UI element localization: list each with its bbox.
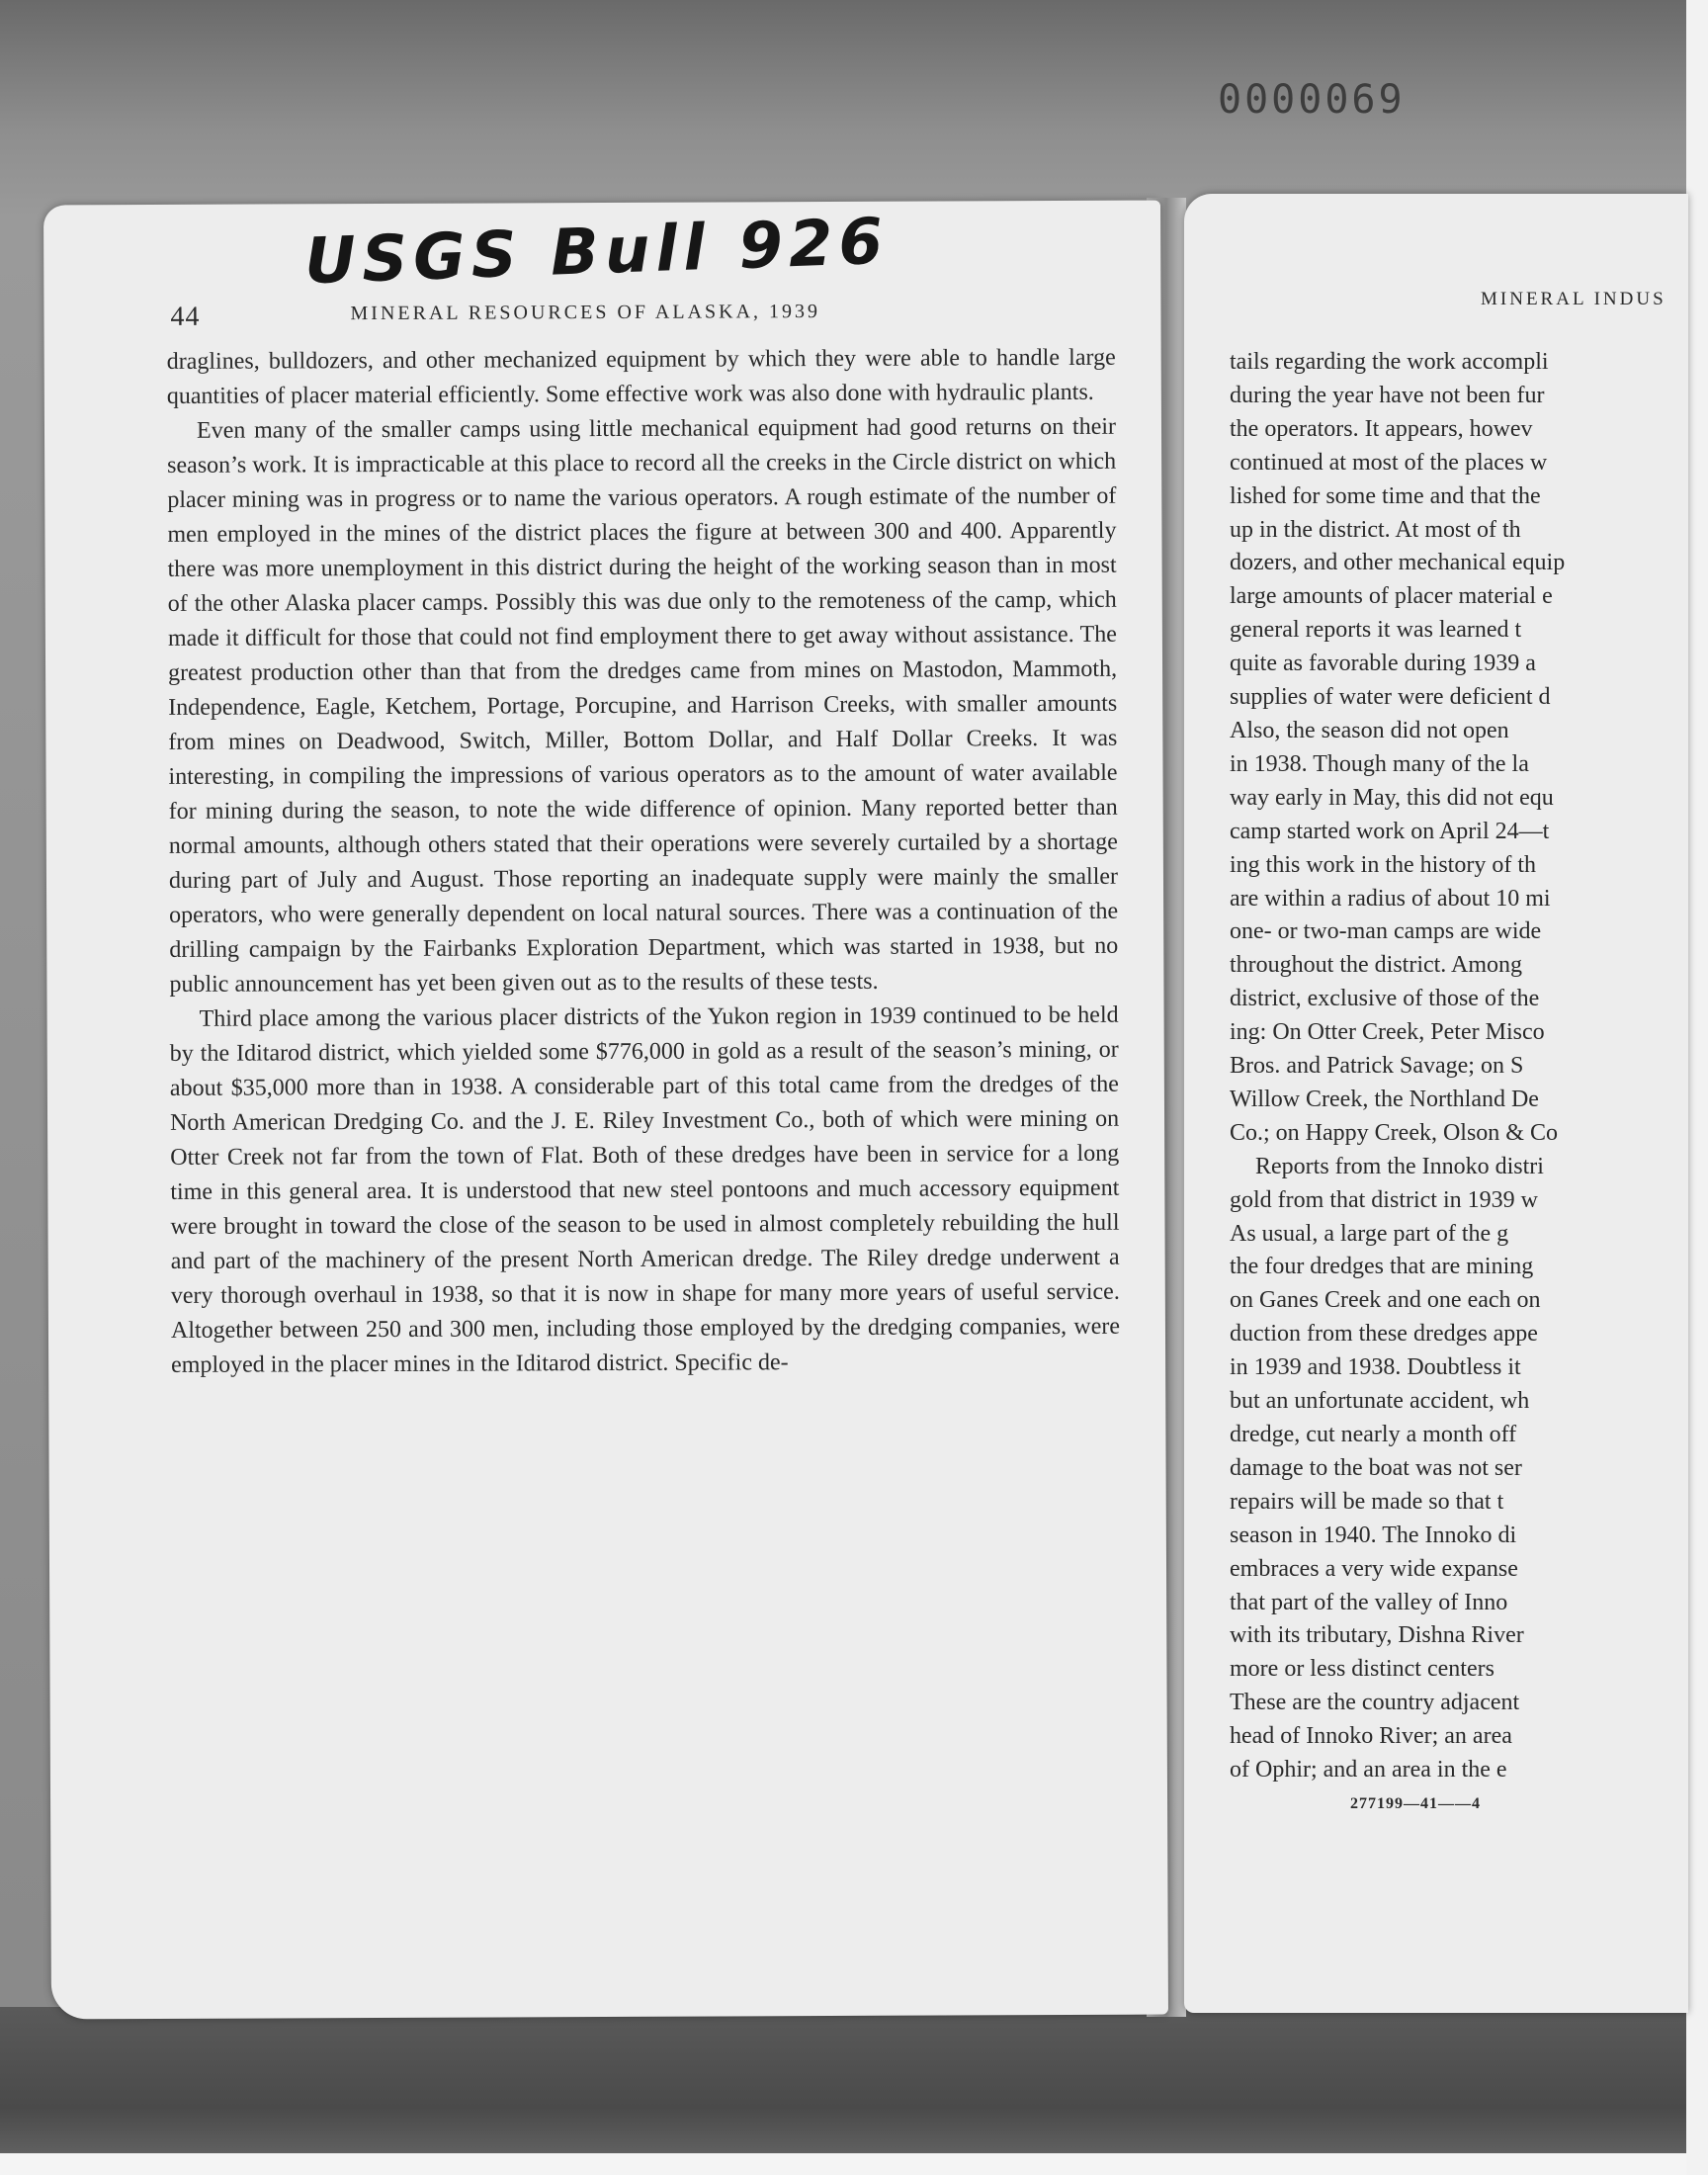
text-line: in 1938. Though many of the la	[1230, 750, 1529, 777]
running-head-right: MINERAL INDUS	[1481, 289, 1666, 309]
text-line: These are the country adjacent	[1230, 1690, 1520, 1716]
text-line: large amounts of placer material e	[1230, 583, 1553, 610]
text-line: during the year have not been fur	[1230, 382, 1545, 408]
text-line: the operators. It appears, howev	[1230, 415, 1533, 442]
text-line: lished for some time and that the	[1230, 482, 1541, 509]
text-line: Reports from the Innoko distri	[1255, 1153, 1544, 1179]
text-line: dredge, cut nearly a month off	[1230, 1422, 1517, 1447]
text-line: Also, the season did not open	[1230, 717, 1509, 743]
text-line: continued at most of the places w	[1230, 449, 1548, 476]
text-line: with its tributary, Dishna River	[1230, 1622, 1524, 1649]
text-line: the four dredges that are mining	[1230, 1254, 1534, 1280]
scan-margin-bottom	[0, 2153, 1708, 2175]
text-line: gold from that district in 1939 w	[1230, 1186, 1538, 1213]
text-line: season in 1940. The Innoko di	[1230, 1522, 1517, 1548]
text-line: embraces a very wide expanse	[1230, 1555, 1518, 1582]
text-line: of Ophir; and an area in the e	[1230, 1757, 1507, 1784]
scan-margin-right	[1686, 0, 1708, 2175]
scan-stamp-number: 0000069	[1218, 77, 1406, 123]
body-text	[167, 341, 1121, 1383]
text-line: throughout the district. Among	[1230, 952, 1522, 979]
text-line: supplies of water were deficient d	[1230, 684, 1551, 711]
text-line: As usual, a large part of the g	[1230, 1220, 1509, 1247]
text-line: one- or two-man camps are wide	[1230, 918, 1542, 945]
running-head: MINERAL RESOURCES OF ALASKA, 1939	[350, 301, 821, 325]
text-line: tails regarding the work accompli	[1230, 349, 1549, 375]
text-line: on Ganes Creek and one each on	[1230, 1287, 1541, 1314]
paragraph: Third place among the various placer districts of the Yukon region in 1939 continued to be held by the Iditarod district, which yielded some $776,000 in gold as a result of the season’s mining, or about $35,000 more than in 1938. A considerable part of this total came from the dredges of the North American Dredging Co. and the J. E. Riley Investment Co., both of which were mining on Otter Creek not far from the town of Flat. Both of these dredges have been in service for a long time in this general area. It is understood that new steel pontoons and much accessory equipment were brought in toward the close of the season to be used in almost completely rebuilding the hull and part of the machinery of the present North American dredge. The Riley dredge underwent a very thorough overhaul in 1938, so that it is now in shape for many more years of useful service. Altogether between 250 and 300 men, including those employed by the dredging companies, were employed in the placer mines in the Iditarod district. Specific de-	[169, 1001, 1121, 1378]
text-line: more or less distinct centers	[1230, 1656, 1494, 1683]
text-line: duction from these dredges appe	[1230, 1321, 1538, 1348]
text-line: but an unfortunate accident, wh	[1230, 1388, 1530, 1415]
text-line: quite as favorable during 1939 a	[1230, 651, 1536, 677]
text-line: ing: On Otter Creek, Peter Misco	[1230, 1019, 1545, 1046]
text-line: Bros. and Patrick Savage; on S	[1230, 1053, 1524, 1080]
right-page-text	[1230, 346, 1688, 1787]
text-line: district, exclusive of those of the	[1230, 986, 1540, 1012]
text-line: damage to the boat was not ser	[1230, 1454, 1522, 1481]
left-page	[43, 201, 1168, 2020]
printer-footer: 277199—41——4	[1350, 1795, 1481, 1812]
text-line: Willow Creek, the Northland De	[1230, 1086, 1539, 1112]
text-line: dozers, and other mechanical equip	[1230, 550, 1566, 576]
paragraph: draglines, bulldozers, and other mechanized equipment by which they were able to handle large quantities of placer material efficiently. Some effective work was also done with hydraulic plants.	[166, 344, 1116, 409]
text-line: repairs will be made so that t	[1230, 1488, 1504, 1515]
text-line: in 1939 and 1938. Doubtless it	[1230, 1354, 1521, 1381]
text-line: camp started work on April 24—t	[1230, 818, 1550, 844]
text-line: that part of the valley of Inno	[1230, 1589, 1508, 1615]
text-line: are within a radius of about 10 mi	[1230, 885, 1551, 912]
text-line: ing this work in the history of th	[1230, 851, 1536, 878]
right-page	[1184, 194, 1688, 2013]
text-line: up in the district. At most of th	[1230, 516, 1521, 543]
handwritten-note: USGS Bull 926	[302, 205, 891, 300]
text-line: Co.; on Happy Creek, Olson & Co	[1230, 1119, 1558, 1146]
text-line: head of Innoko River; an area	[1230, 1723, 1512, 1750]
text-line: way early in May, this did not equ	[1230, 784, 1554, 811]
paragraph: Even many of the smaller camps using little mechanical equipment had good returns on their season’s work. It is impracticable at this place to record all the creeks in the Circle district on which placer mining was in progress or to name the various operators. A rough estimate of the number of men employed in the mines of the district places the figure at between 300 and 400. Apparently there was more unemployment in this district during the height of the working season than in most of the other Alaska placer camps. Possibly this was due only to the remoteness of the camp, which made it difficult for those that could not find employment there to get away without assistance. The greatest production other than that from the dredges came from mines on Mastodon, Mammoth, Independence, Eagle, Ketchem, Portage, Porcupine, and Harrison Creeks, with smaller amounts from mines on Deadwood, Switch, Miller, Bottom Dollar, and Half Dollar Creeks. It was interesting, in compiling the impressions of various operators as to the amount of water available for mining during the season, to note the wide difference of opinion. Many reported better than normal amounts, although others stated that their operations were severely curtailed by a shortage during part of July and August. Those reporting an inadequate supply were mainly the smaller operators, who were generally dependent on local natural sources. There was a continuation of the drilling campaign by the Fairbanks Exploration Department, which was started in 1938, but no public announcement has yet been given out as to the results of these tests.	[167, 413, 1119, 998]
text-line: general reports it was learned t	[1230, 617, 1522, 644]
page-number: 44	[170, 301, 201, 332]
